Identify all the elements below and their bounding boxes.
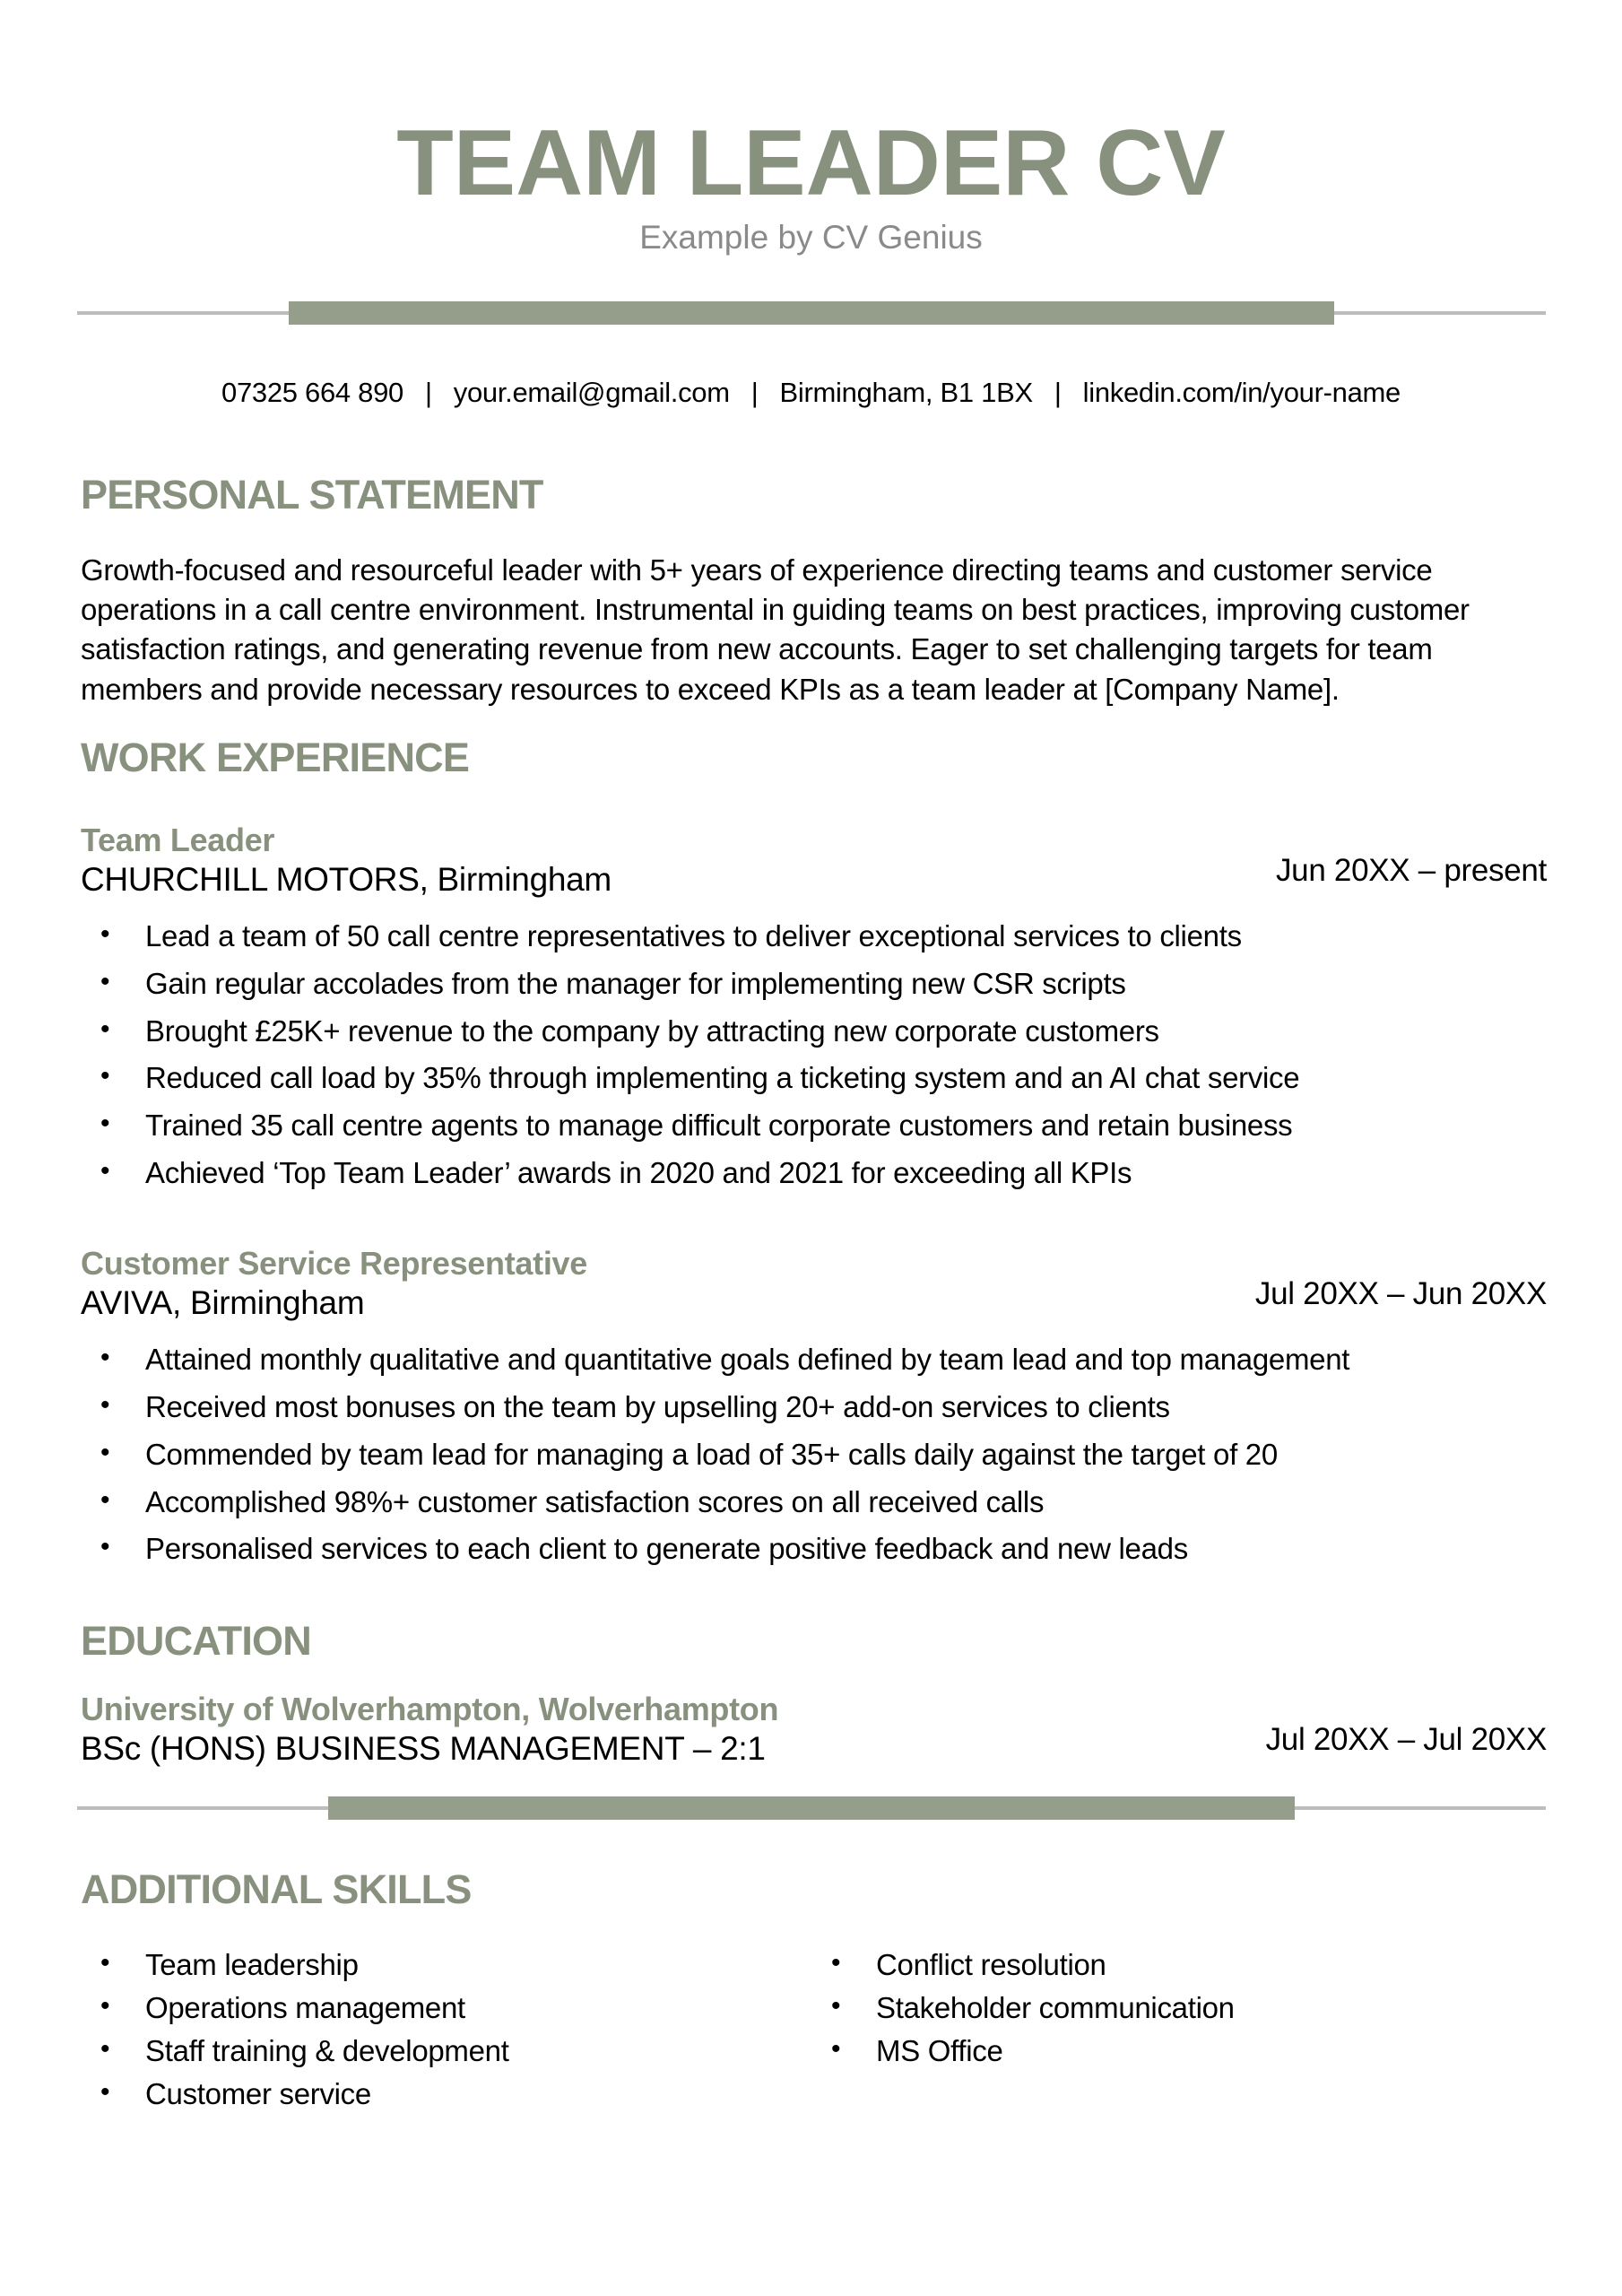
bullet-marker: • [100, 918, 110, 949]
bullet-marker: • [831, 1948, 841, 1979]
job-bullets [81, 913, 1547, 1197]
bullet-marker: • [100, 1389, 110, 1420]
job-company: AVIVA, Birmingham [81, 1283, 365, 1321]
job-company: CHURCHILL MOTORS, Birmingham [81, 860, 612, 898]
bullet-item: • Lead a team of 50 call centre representatives to deliver exceptional services to clients [81, 913, 1547, 961]
bullet-item: • Gain regular accolades from the manager for implementing new CSR scripts [81, 961, 1547, 1008]
contact-separator: | [1054, 377, 1062, 409]
contact-item-linkedin: linkedin.com/in/your-name [1082, 377, 1401, 409]
cv-footer [0, 1866, 1622, 2115]
section-work-experience [81, 735, 1547, 1573]
skill-item: • Conflict resolution [811, 1944, 1547, 1987]
skill-item: • Stakeholder communication [811, 1987, 1547, 2030]
skills-columns [81, 1944, 1547, 2115]
bullet-item: • Reduced call load by 35% through implementing a ticketing system and an AI chat service [81, 1055, 1547, 1102]
cv-header [0, 111, 1622, 409]
job-dates: Jul 20XX – Jun 20XX [1254, 1276, 1547, 1312]
section-personal-statement [81, 472, 1547, 709]
education-header [81, 1690, 1547, 1770]
page-subtitle: Example by CV Genius [639, 219, 983, 257]
skills-column-right [811, 1944, 1547, 2115]
bullet-marker: • [100, 1061, 110, 1091]
bullet-marker: • [100, 1948, 110, 1979]
job-title: Team Leader [81, 821, 275, 858]
education-title-block [81, 1690, 778, 1770]
job-header [81, 821, 1547, 900]
degree: BSc (HONS) BUSINESS MANAGEMENT – 2:1 [81, 1730, 766, 1768]
bullet-item: • Commended by team lead for managing a load of 35+ calls daily against the target of 20 [81, 1431, 1547, 1479]
skills-column-left [81, 1944, 811, 2115]
bullet-item: • Accomplished 98%+ customer satisfaction scores on all received calls [81, 1479, 1547, 1526]
job-entry [81, 1244, 1547, 1573]
bullet-item: • Personalised services to each client to generate positive feedback and new leads [81, 1526, 1547, 1573]
bullet-marker: • [100, 1990, 110, 2021]
job-title-block [81, 821, 612, 900]
bullet-marker: • [100, 1013, 110, 1044]
contact-separator: | [424, 377, 432, 409]
job-title-block [81, 1244, 587, 1324]
bullet-marker: • [100, 2076, 110, 2107]
bullet-marker: • [100, 2033, 110, 2064]
additional-skills-heading: ADDITIONAL SKILLS [81, 1866, 472, 1913]
bullet-item: • Attained monthly qualitative and quantitative goals defined by team lead and top management [81, 1336, 1547, 1384]
education-heading: EDUCATION [81, 1618, 311, 1665]
school-name: University of Wolverhampton, Wolverhampton [81, 1690, 779, 1727]
skill-item: • MS Office [811, 2030, 1547, 2073]
skills-list-left [81, 1944, 811, 2115]
skill-item: • Team leadership [81, 1944, 811, 1987]
bullet-marker: • [831, 1990, 841, 2021]
bullet-item: • Received most bonuses on the team by upselling 20+ add-on services to clients [81, 1384, 1547, 1431]
bullet-marker: • [100, 1437, 110, 1467]
bullet-marker: • [100, 1484, 110, 1515]
contact-line [0, 377, 1622, 409]
job-dates: Jun 20XX – present [1275, 852, 1547, 888]
contact-item-email: your.email@gmail.com [453, 377, 730, 409]
bullet-marker: • [100, 1532, 110, 1562]
skill-item: • Operations management [81, 1987, 811, 2030]
bullet-item: • Trained 35 call centre agents to manage difficult corporate customers and retain business [81, 1102, 1547, 1150]
work-experience-heading: WORK EXPERIENCE [81, 734, 470, 780]
job-bullets [81, 1336, 1547, 1573]
skill-item: • Staff training & development [81, 2030, 811, 2073]
contact-item-location: Birmingham, B1 1BX [779, 377, 1033, 409]
education-entry [81, 1690, 1547, 1770]
section-education [81, 1618, 1547, 1770]
bullet-item: • Achieved ‘Top Team Leader’ awards in 2020 and 2021 for exceeding all KPIs [81, 1150, 1547, 1197]
contact-separator: | [750, 377, 759, 409]
bullet-marker: • [100, 1155, 110, 1186]
bullet-item: • Brought £25K+ revenue to the company by attracting new corporate customers [81, 1008, 1547, 1056]
divider-bar [328, 1796, 1295, 1820]
skill-item: • Customer service [81, 2073, 811, 2116]
skills-list-right [811, 1944, 1547, 2073]
job-header [81, 1244, 1547, 1324]
contact-item-phone: 07325 664 890 [221, 377, 403, 409]
job-entry [81, 821, 1547, 1197]
personal-statement-text: Growth-focused and resourceful leader with 5+ years of experience directing teams and customer service operations in a call centre environment. Instrumental in guiding teams on best practices, improving customer satisfaction ratings, and generating revenue from new accounts. Eager to set challenging targets for team members and provide necessary resources to exceed KPIs as a team leader at [Company Name]. [81, 552, 1470, 706]
section-additional-skills [81, 1866, 1547, 2115]
bullet-marker: • [100, 1343, 110, 1373]
header-divider [77, 301, 1546, 325]
education-dates: Jul 20XX – Jul 20XX [1265, 1722, 1547, 1758]
bullet-marker: • [831, 2033, 841, 2064]
job-title: Customer Service Representative [81, 1244, 587, 1282]
divider-bar [289, 301, 1334, 325]
page-title: TEAM LEADER CV [396, 111, 1226, 215]
personal-statement-heading: PERSONAL STATEMENT [81, 472, 543, 518]
footer-divider [77, 1796, 1546, 1820]
bullet-marker: • [100, 966, 110, 996]
cv-body [0, 472, 1622, 1770]
bullet-marker: • [100, 1109, 110, 1139]
